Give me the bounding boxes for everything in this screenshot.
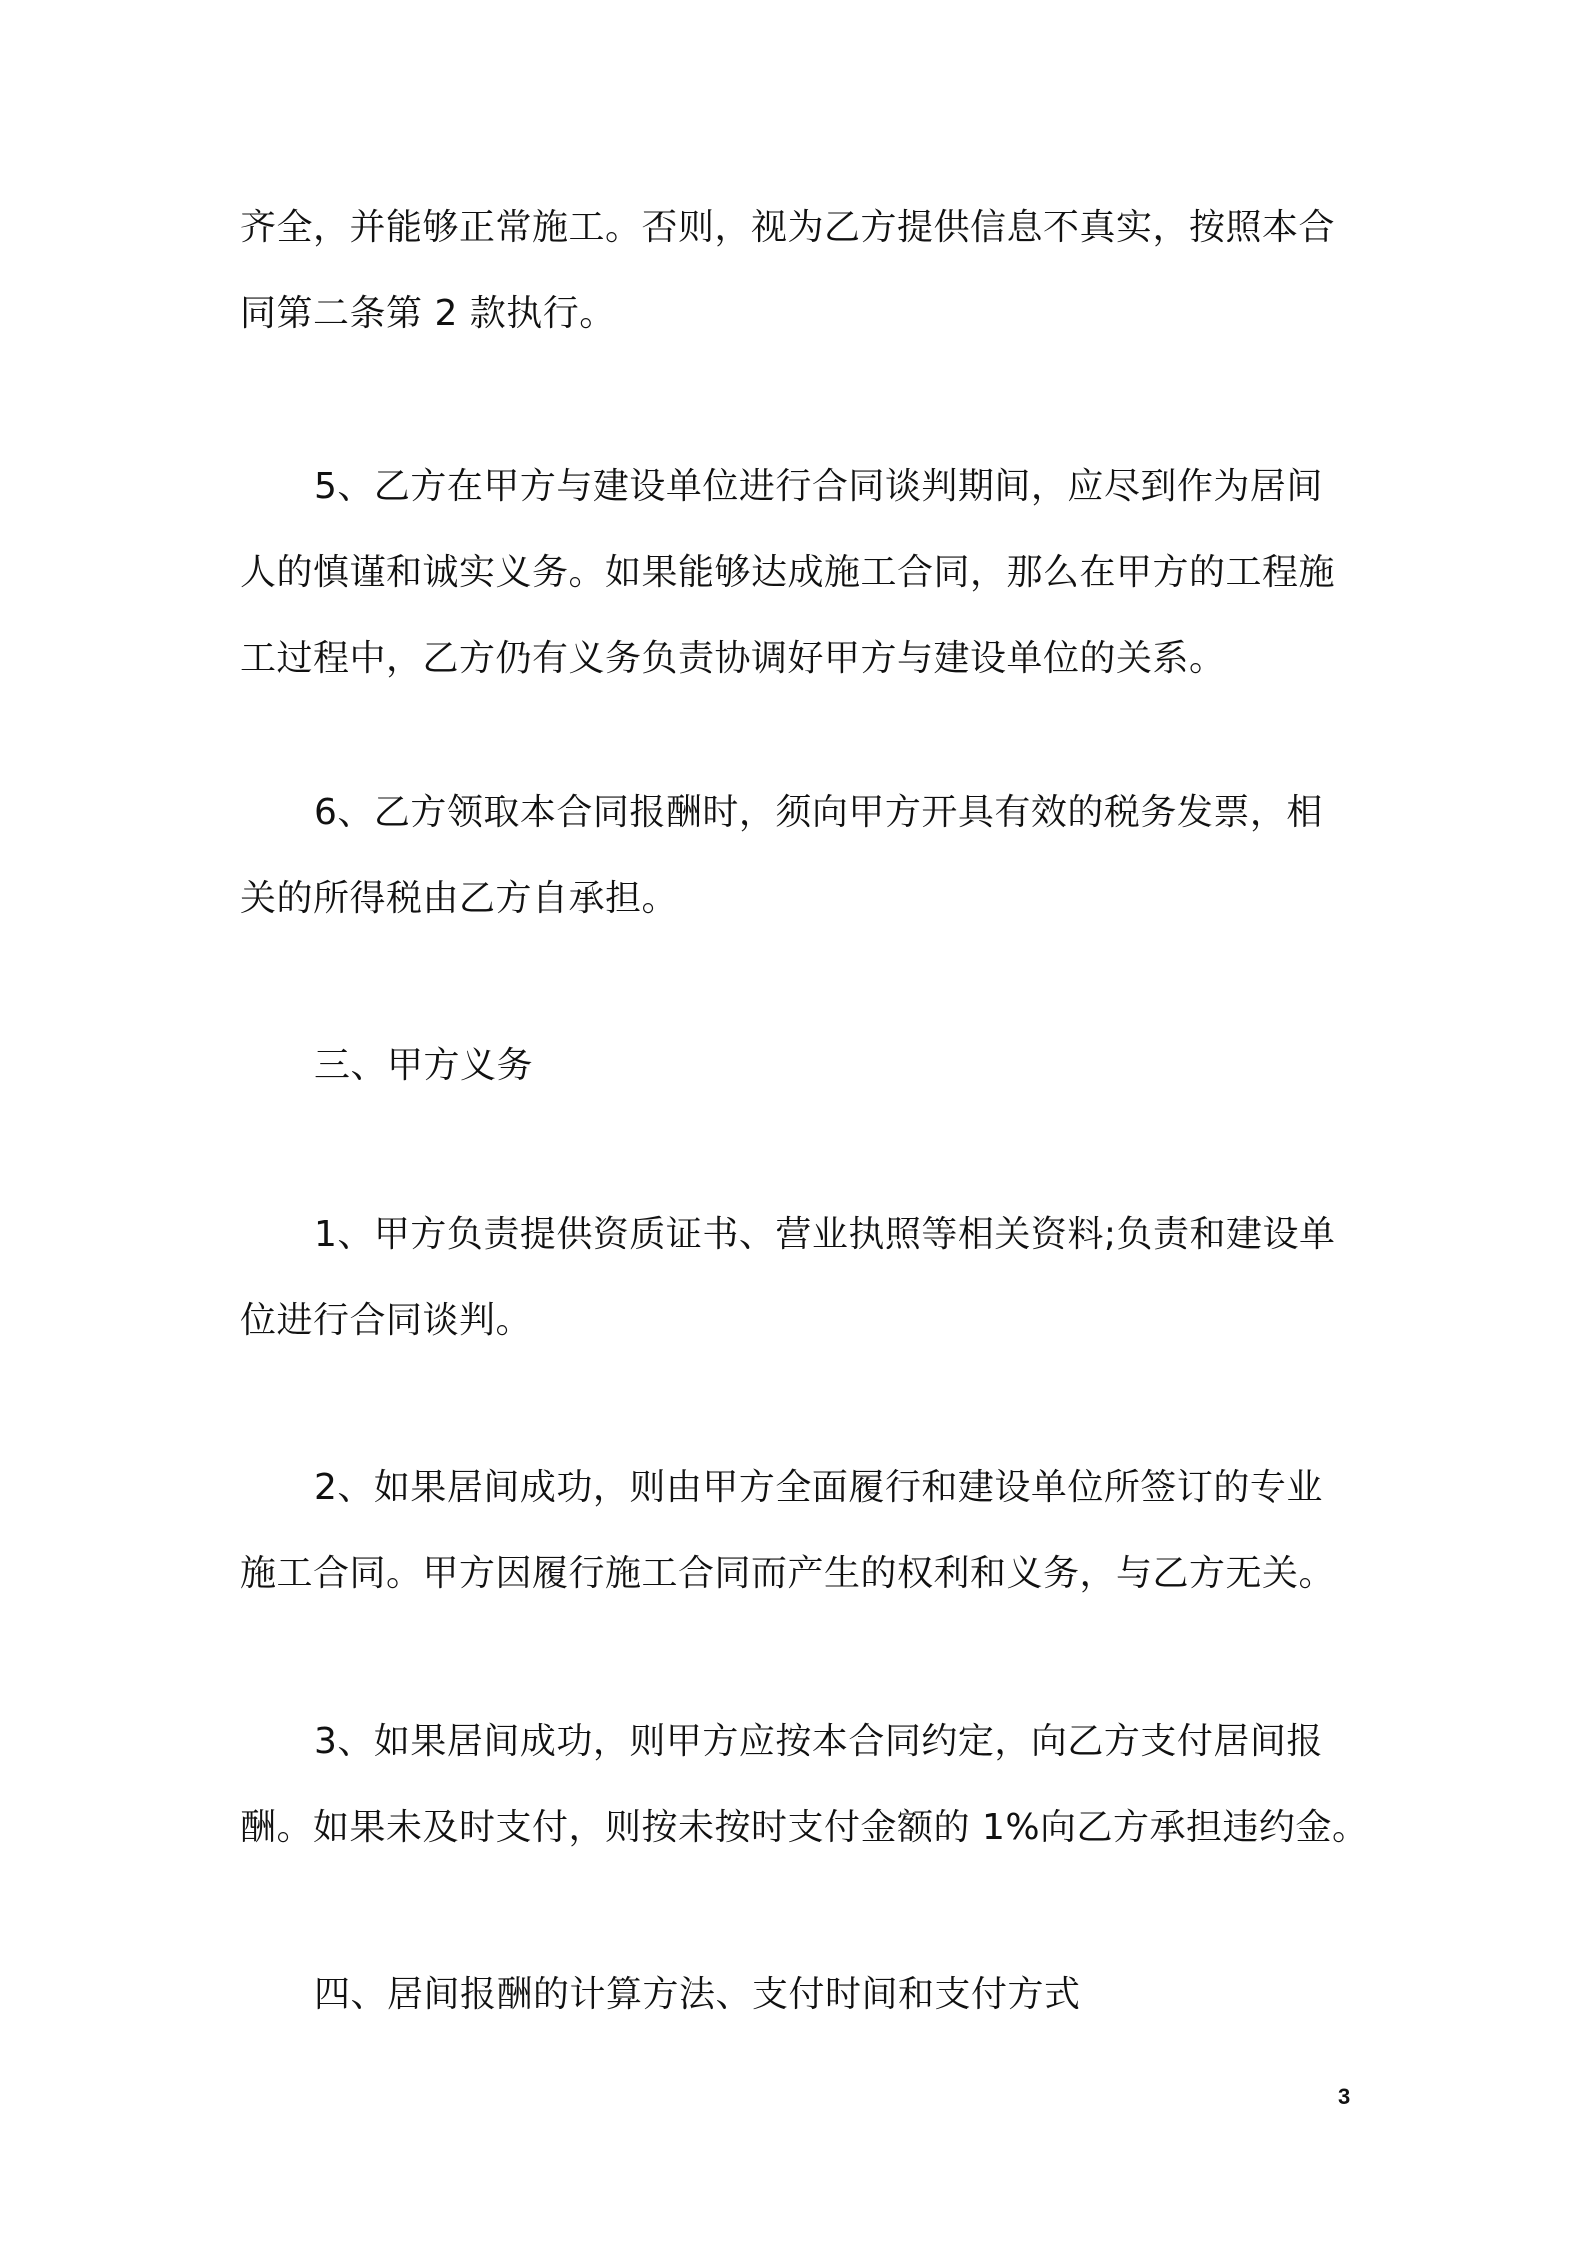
paragraph-line: 工过程中，乙方仍有义务负责协调好甲方与建设单位的关系。 [240,638,1226,679]
paragraph-line: 施工合同。甲方因履行施工合同而产生的权利和义务，与乙方无关。 [240,1553,1336,1594]
paragraph-continuation [240,185,1360,357]
paragraph-line: 同第二条第 2 款执行。 [240,293,616,334]
paragraph-line: 2、如果居间成功，则由甲方全面履行和建设单位所签订的专业 [314,1467,1323,1508]
paragraph-line: 3、如果居间成功，则甲方应按本合同约定，向乙方支付居间报 [314,1721,1323,1762]
paragraph-line: 齐全，并能够正常施工。否则，视为乙方提供信息不真实，按照本合 [240,207,1336,248]
paragraph-item-1 [240,1192,1360,1364]
paragraph-line: 关的所得税由乙方自承担。 [240,878,679,919]
page-number: 3 [1338,2084,1351,2109]
paragraph-line: 5、乙方在甲方与建设单位进行合同谈判期间，应尽到作为居间 [314,466,1323,507]
paragraph-item-5 [240,444,1360,702]
paragraph-item-6 [240,770,1360,942]
paragraph-line: 1、甲方负责提供资质证书、营业执照等相关资料;负责和建设单 [314,1214,1336,1255]
section-heading-party-a-obligations: 三、甲方义务 [314,1045,534,1086]
section-heading-commission-calculation: 四、居间报酬的计算方法、支付时间和支付方式 [314,1974,1081,2015]
paragraph-line: 人的慎谨和诚实义务。如果能够达成施工合同，那么在甲方的工程施 [240,552,1336,593]
paragraph-line: 酬。如果未及时支付，则按未按时支付金额的 1%向乙方承担违约金。 [240,1807,1369,1848]
paragraph-item-3 [240,1699,1369,1871]
paragraph-line: 位进行合同谈判。 [240,1300,533,1341]
paragraph-item-2 [240,1445,1360,1617]
paragraph-line: 6、乙方领取本合同报酬时，须向甲方开具有效的税务发票，相 [314,792,1323,833]
